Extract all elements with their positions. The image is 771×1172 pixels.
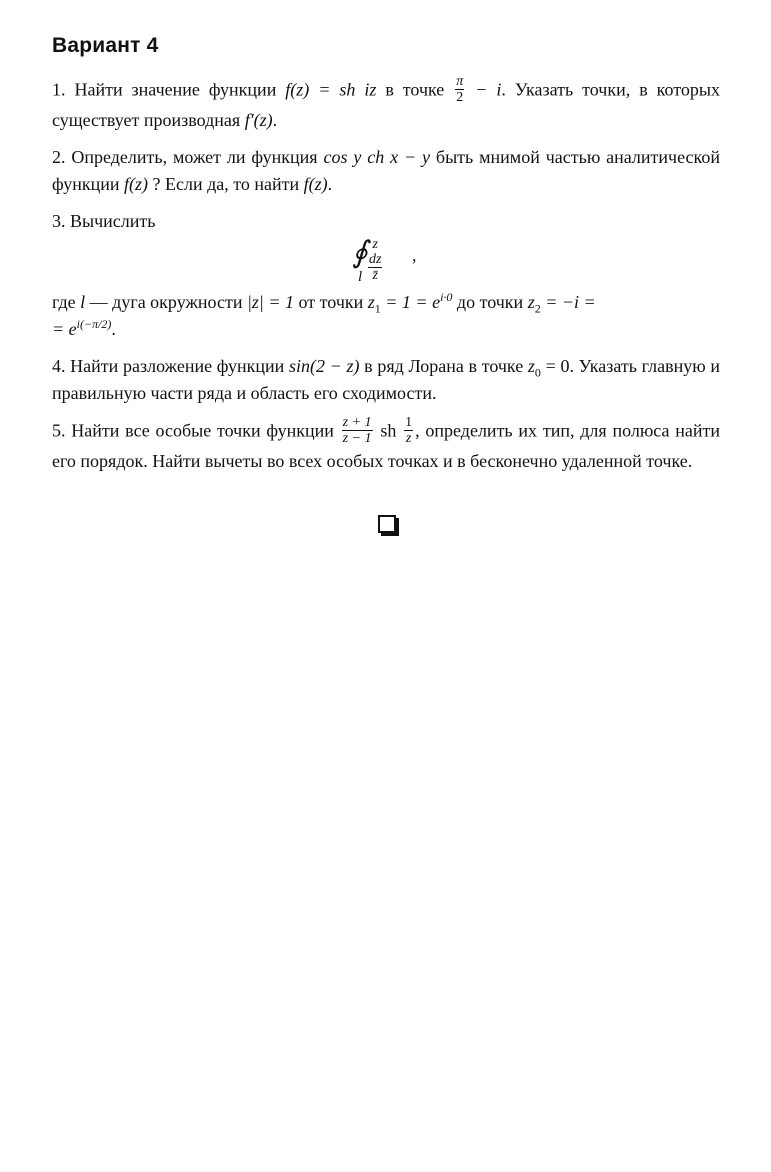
p3-contour-label: l (358, 269, 363, 285)
p3-int-num: z dz (369, 237, 382, 267)
p4-function: sin(2 − z) (288, 356, 360, 376)
p5-num2: 1 (405, 415, 413, 430)
problem-5 (52, 417, 720, 475)
p3-exp2: i(−π/2) (76, 317, 112, 331)
p5-num: z + 1 (342, 415, 372, 430)
p3-l: l (80, 292, 86, 312)
p3-absz: |z| = 1 (246, 292, 295, 312)
p3-exp1: i·0 (440, 290, 453, 304)
p4-z0-sub: 0 (534, 365, 541, 380)
p1-function: f(z) = sh iz (285, 79, 377, 100)
p3-eq2: = −i = (540, 292, 596, 312)
p4-post: . Указать главную и правильную части ряда и область его сходимости. (52, 356, 720, 403)
p1-fraction (455, 74, 464, 105)
problem-2 (52, 144, 720, 198)
problem-3-where (52, 289, 720, 343)
p5-pre: 5. Найти все особые точки функции (52, 420, 340, 441)
p2-post: ? Если да, то найти (148, 174, 304, 194)
p1-derivative: f′(z) (244, 110, 273, 130)
document-page (52, 34, 720, 485)
end-of-section-icon (378, 515, 396, 533)
p3-t2: от точки (294, 292, 368, 312)
p5-den2: z (405, 431, 412, 446)
p1-post: . Указать точки, в которых существует производная (52, 79, 720, 130)
p3-z2-sub: 2 (534, 301, 541, 316)
variant-title: Вариант 4 (52, 34, 159, 57)
p5-post: , определить их тип, для полюса найти его порядок. Найти вычеты во всех особых точках и в бесконечно удаленной точке. (52, 420, 720, 471)
p3-eq1: = 1 = e (380, 292, 441, 312)
p2-f: f(z) (124, 174, 148, 194)
p4-pre: 4. Найти разложение функции (52, 356, 289, 376)
p3-where: где (52, 292, 81, 312)
p5-den: z − 1 (342, 431, 372, 446)
problem-1 (52, 76, 720, 134)
p3-label: 3. Вычислить (52, 211, 156, 231)
p3-t3: до точки (452, 292, 528, 312)
p5-sh: sh (374, 420, 403, 441)
p2-f2: f(z) (303, 174, 328, 194)
p5-fraction-1 (342, 415, 373, 446)
p3-z1: z (367, 292, 375, 312)
p2-mid: быть мнимой частью аналитической функции (52, 147, 720, 194)
p1-frac-den: 2 (456, 90, 464, 105)
problem-4 (52, 353, 720, 407)
p5-fraction-2 (404, 415, 413, 446)
p1-pre: 1. Найти значение функции (52, 79, 286, 100)
p1-tail: − i (466, 79, 502, 100)
p3-comma: , (412, 245, 417, 265)
p3-line2: = e (52, 319, 77, 339)
p3-t1: — дуга окружности (85, 292, 247, 312)
p4-eq: = 0 (540, 356, 570, 376)
p2-end: . (327, 174, 333, 194)
p2-function: cos y ch x − y (323, 147, 431, 167)
p1-frac-num: π (456, 74, 464, 89)
p3-z1-sub: 1 (374, 301, 381, 316)
p1-mid: в точке (376, 79, 454, 100)
p3-int-den: z̄ (372, 268, 378, 283)
p2-pre: 2. Определить, может ли функция (52, 147, 324, 167)
p4-z0: z (527, 356, 535, 376)
p3-integrand (368, 237, 382, 283)
contour-integral-symbol: ∮ (352, 236, 368, 269)
p1-end: . (272, 110, 278, 130)
p3-integral-block (52, 233, 720, 289)
p3-dot: . (111, 319, 116, 339)
problem-3 (52, 208, 720, 235)
p4-mid: в ряд Лорана в точке (359, 356, 528, 376)
p3-z2: z (527, 292, 535, 312)
